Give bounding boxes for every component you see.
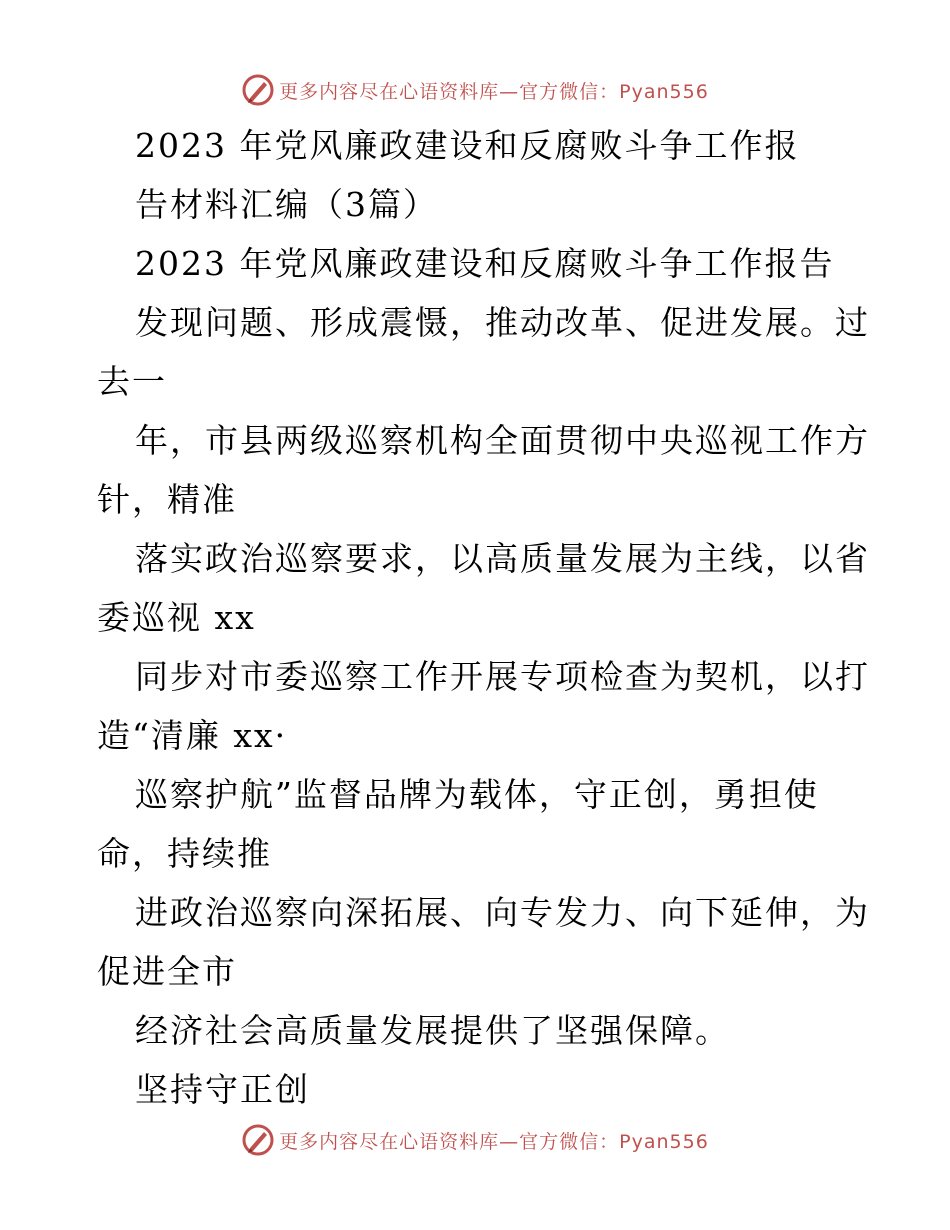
footer-banner (0, 1120, 950, 1160)
pen-logo-icon (241, 1123, 275, 1157)
paragraph-line: 同步对市委巡察工作开展专项检查为契机，以打 (135, 657, 870, 696)
paragraph-line: 坚持守正创 (135, 1070, 310, 1109)
paragraph-line: 促进全市 (97, 952, 237, 991)
paragraph-line: 年，市县两级巡察机构全面贯彻中央巡视工作方 (135, 421, 870, 460)
paragraph-line: 巡察护航”监督品牌为载体，守正创，勇担使 (135, 775, 819, 814)
paragraph-line: 经济社会高质量发展提供了坚强保障。 (135, 1011, 730, 1050)
paragraph-line: 落实政治巡察要求，以高质量发展为主线，以省 (135, 539, 870, 578)
paragraph-line: 去一 (97, 362, 167, 401)
doc-subtitle: 2023 年党风廉政建设和反腐败斗争工作报告 (135, 244, 835, 283)
paragraph-line: 进政治巡察向深拓展、向专发力、向下延伸，为 (135, 893, 870, 932)
paragraph-line: 委巡视 xx (97, 598, 256, 637)
doc-title-line-2: 告材料汇编（3篇） (135, 185, 438, 224)
banner-text: 更多内容尽在心语资料库—官方微信：Pyan556 (279, 80, 709, 103)
doc-title-line-1: 2023 年党风廉政建设和反腐败斗争工作报 (135, 126, 800, 165)
paragraph-line: 造“清廉 xx· (97, 716, 288, 755)
paragraph-line: 命，持续推 (97, 834, 272, 873)
paragraph-line: 针，精准 (97, 480, 237, 519)
paragraph-line: 发现问题、形成震慑，推动改革、促进发展。过 (135, 303, 870, 342)
banner-text: 更多内容尽在心语资料库—官方微信：Pyan556 (279, 1130, 709, 1153)
